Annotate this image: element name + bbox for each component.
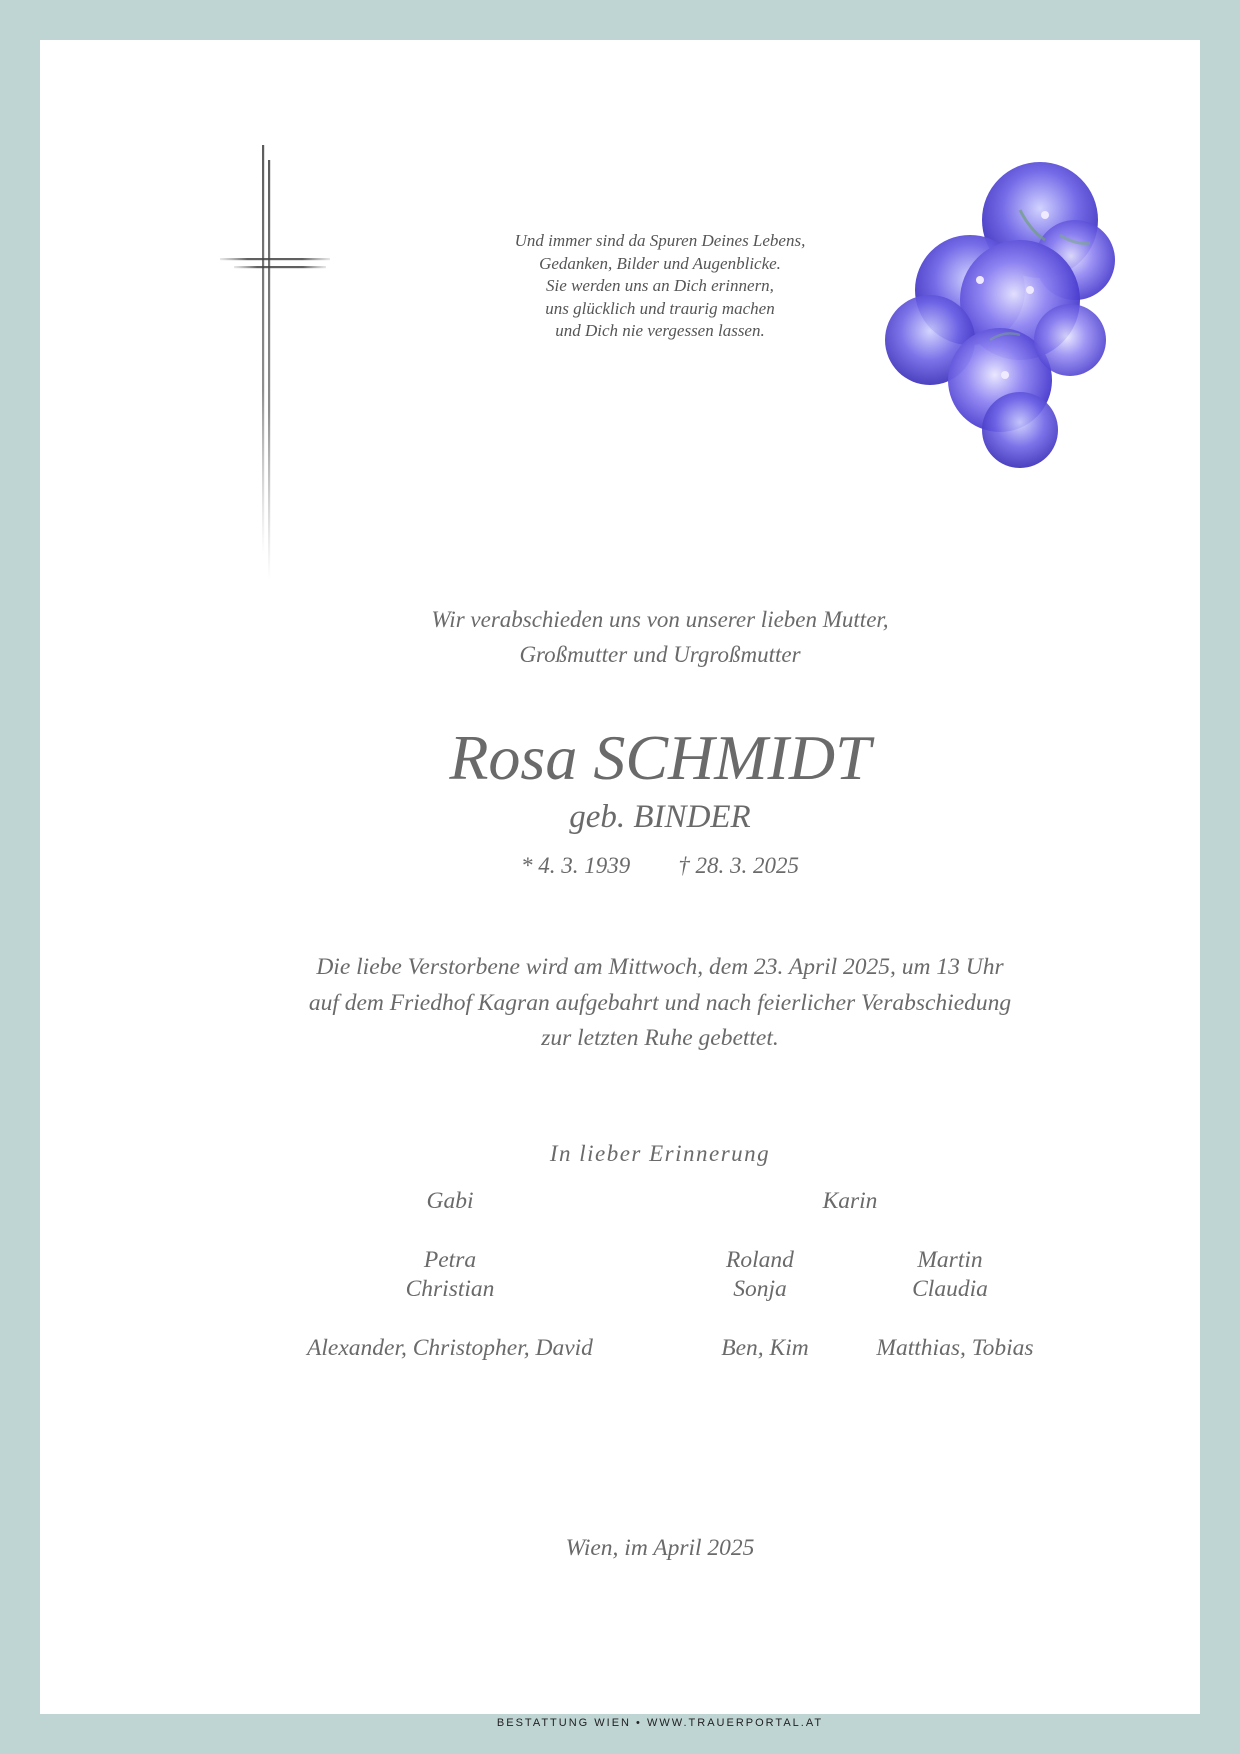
flower-bouquet-image: [870, 140, 1130, 470]
maiden-name: geb. BINDER: [569, 799, 751, 835]
mourner-grandchild: Petra: [423, 1247, 477, 1273]
mourner-great-grandchildren: Ben, Kim: [721, 1335, 809, 1361]
mourner-grandchild: Sonja: [733, 1276, 787, 1302]
mourner-grandchild: Roland: [726, 1247, 794, 1273]
life-dates: [270, 850, 1050, 882]
footer-text: BESTATTUNG WIEN • WWW.TRAUERPORTAL.AT: [496, 1717, 824, 1729]
intro-line: Großmutter und Urgroßmutter: [519, 642, 801, 667]
poem-line: Sie werden uns an Dich erinnern,: [546, 276, 774, 296]
poem-line: Und immer sind da Spuren Deines Lebens,: [514, 231, 806, 250]
burial-line: zur letzten Ruhe gebettet.: [541, 1025, 779, 1051]
burial-line: Die liebe Verstorbene wird am Mittwoch, dem 23. April 2025, um 13 Uhr: [316, 954, 1004, 980]
cross-icon: [200, 115, 340, 595]
place-date: Wien, im April 2025: [565, 1535, 755, 1561]
poem-line: uns glücklich und traurig machen: [545, 298, 775, 318]
obituary-card: [40, 40, 1200, 1729]
mourner-great-grandchildren: Alexander, Christopher, David: [307, 1335, 593, 1361]
death-date: † 28. 3. 2025: [678, 853, 799, 878]
deceased-name: Rosa SCHMIDT: [449, 722, 871, 793]
poem-line: Gedanken, Bilder und Augenblicke.: [539, 253, 781, 273]
birth-date: * 4. 3. 1939: [521, 853, 631, 878]
intro-line: Wir verabschieden uns von unserer lieben Mutter,: [431, 607, 889, 632]
mourner-great-grandchildren: Matthias, Tobias: [876, 1335, 1034, 1361]
mourner-grandchild: Christian: [405, 1276, 495, 1302]
burial-text: [220, 950, 1100, 1057]
intro-text: [270, 602, 1050, 672]
burial-line: auf dem Friedhof Kagran aufgebahrt und nach feierlicher Verabschiedung: [308, 989, 1012, 1016]
mourner-grandchild: Martin: [917, 1247, 983, 1273]
mourner-child-left: Gabi: [426, 1188, 474, 1214]
mourner-child-right: Karin: [822, 1188, 878, 1214]
poem-line: und Dich nie vergessen lassen.: [555, 321, 765, 341]
poem: [410, 230, 910, 343]
mourners-heading: In lieber Erinnerung: [549, 1141, 771, 1166]
mourner-grandchild: Claudia: [912, 1276, 988, 1302]
